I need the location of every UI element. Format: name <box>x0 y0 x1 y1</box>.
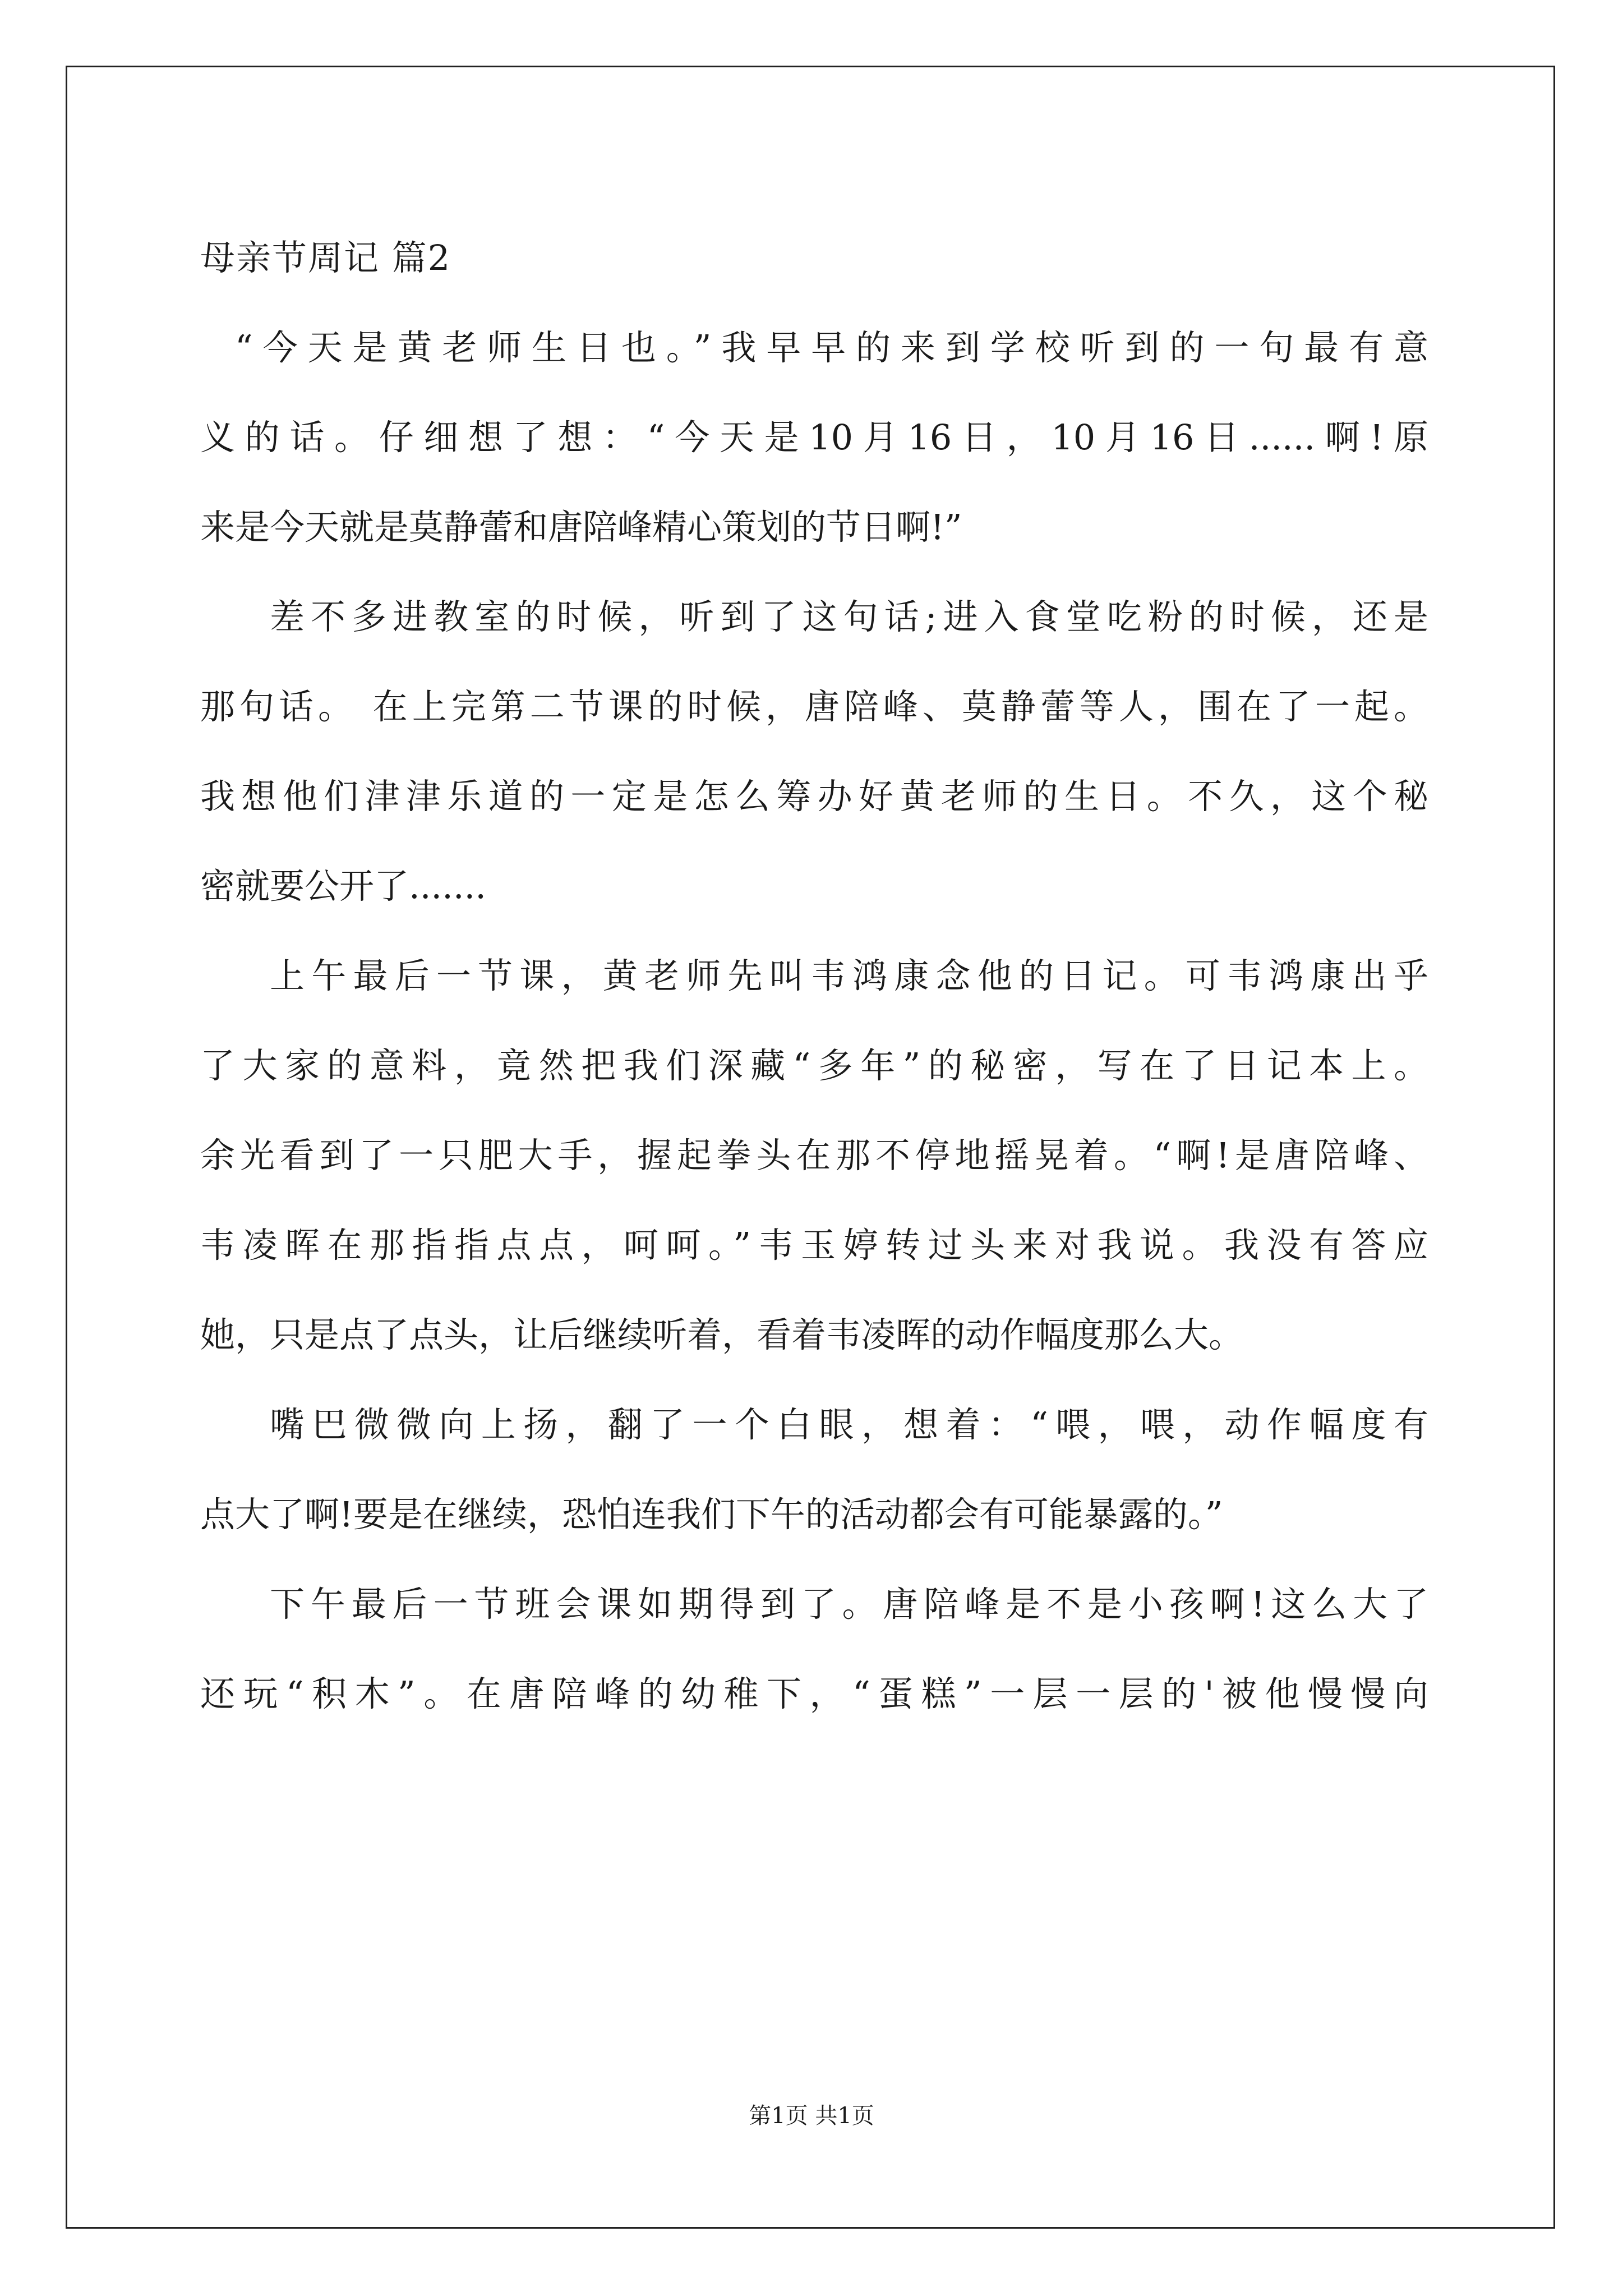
paragraph-line: 下午最后一节班会课如期得到了。唐陪峰是不是小孩啊!这么大了 <box>270 1584 1428 1625</box>
paragraph-line: 韦凌晖在那指指点点，呵呵。”韦玉婷转过头来对我说。我没有答应 <box>200 1225 1428 1266</box>
paragraph-4 <box>200 1380 1428 1559</box>
paragraph-line: 上午最后一节课，黄老师先叫韦鸿康念他的日记。可韦鸿康出乎 <box>270 955 1428 996</box>
paragraph-line: 点大了啊!要是在继续，恐怕连我们下午的活动都会有可能暴露的。” <box>200 1494 1223 1535</box>
paragraph-line: 了大家的意料，竟然把我们深藏“多年”的秘密，写在了日记本上。 <box>200 1045 1428 1086</box>
paragraph-line: 来是今天就是莫静蕾和唐陪峰精心策划的节日啊!” <box>200 507 962 547</box>
paragraph-line: “今天是黄老师生日也。”我早早的来到学校听到的一句最有意 <box>235 327 1428 368</box>
paragraph-line: 还玩“积木”。在唐陪峰的幼稚下，“蛋糕”一层一层的'被他慢慢向 <box>200 1673 1428 1714</box>
paragraph-2 <box>200 572 1428 931</box>
document-body <box>200 213 1428 1739</box>
paragraph-3 <box>200 931 1428 1380</box>
paragraph-line: 她，只是点了点头，让后继续听着，看着韦凌晖的动作幅度那么大。 <box>200 1314 1244 1355</box>
paragraph-5 <box>200 1559 1428 1739</box>
paragraph-line: 嘴巴微微向上扬，翻了一个白眼，想着：“喂，喂，动作幅度有 <box>270 1404 1428 1445</box>
paragraph-line: 义的话。仔细想了想：“今天是10月16日，10月16日......啊!原 <box>200 417 1428 458</box>
paragraph-line: 差不多进教室的时候，听到了这句话;进入食堂吃粉的时候，还是 <box>270 596 1428 637</box>
paragraph-1 <box>200 303 1428 572</box>
paragraph-line: 密就要公开了....... <box>200 866 486 907</box>
page-footer: 第1页 共1页 <box>749 2103 874 2129</box>
paragraph-line: 那句话。 在上完第二节课的时候，唐陪峰、莫静蕾等人，围在了一起。 <box>200 686 1428 727</box>
document-title: 母亲节周记 篇2 <box>200 237 451 278</box>
paragraph-line: 余光看到了一只肥大手，握起拳头在那不停地摇晃着。“啊!是唐陪峰、 <box>200 1135 1428 1176</box>
paragraph-line: 我想他们津津乐道的一定是怎么筹办好黄老师的生日。不久，这个秘 <box>200 776 1428 817</box>
